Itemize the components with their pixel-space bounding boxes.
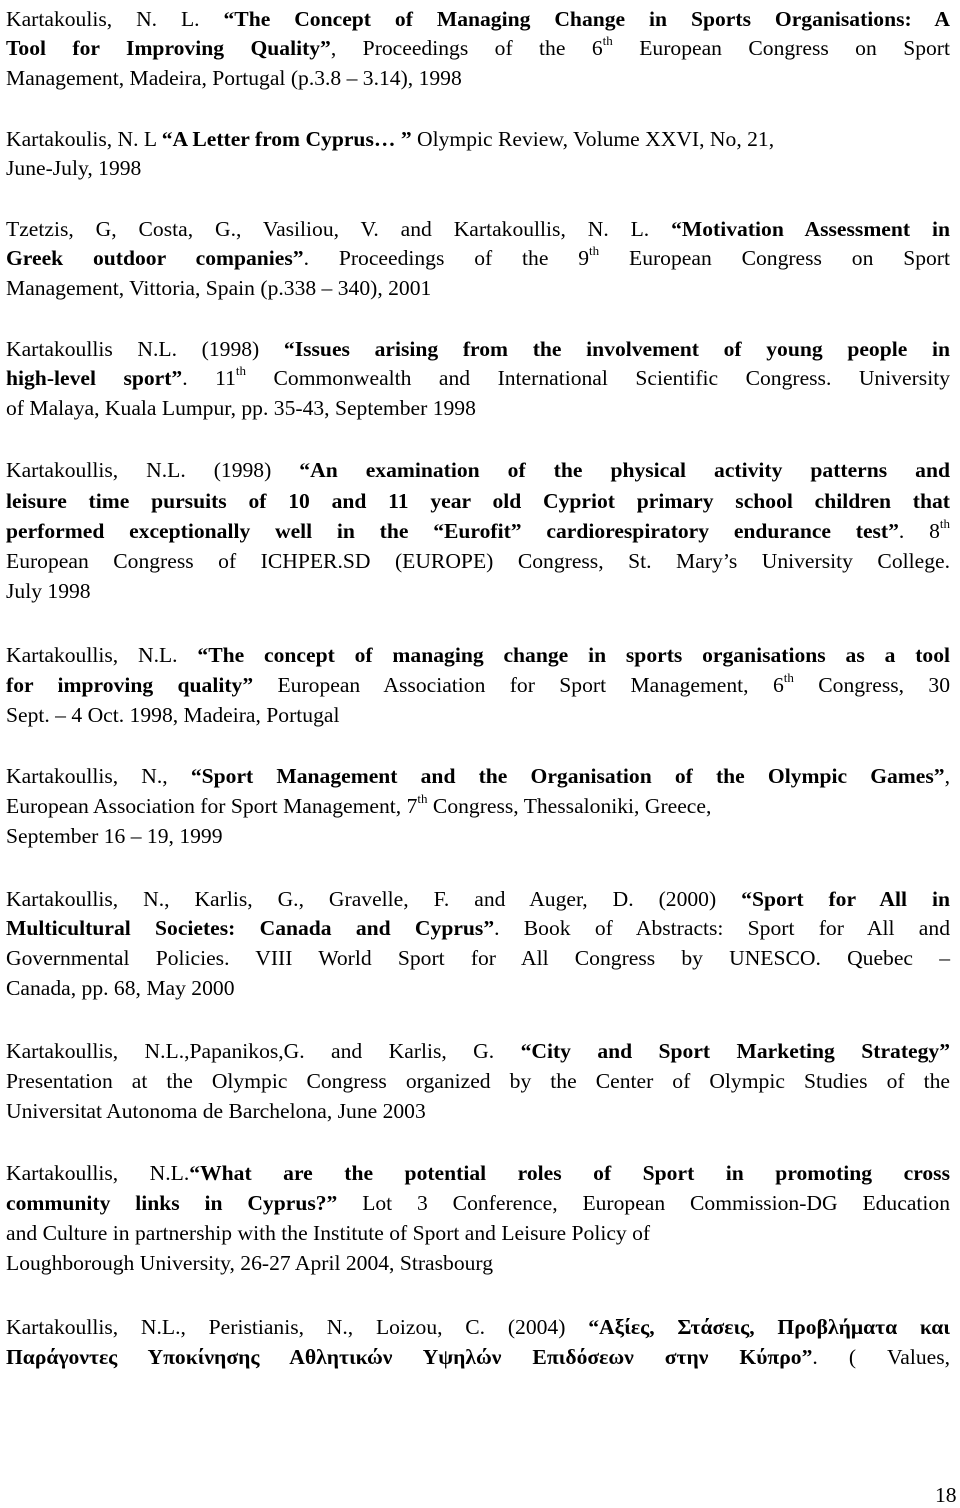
reference-text: . ( Values,: [812, 1345, 950, 1369]
reference-text: Governmental Policies. VIII World Sport for All Congress by UNESCO. Quebec –: [6, 946, 950, 970]
reference-text: Sept. – 4 Oct. 1998, Madeira, Portugal: [6, 703, 340, 727]
reference-line: [6, 640, 950, 670]
reference-title-text: Παράγοντες Υποκίνησης Αθλητικών Υψηλών Επιδόσεων στην Κύπρο”: [6, 1345, 813, 1369]
reference-text: Kartakoullis, N.L., Peristianis, N., Loizou, C. (2004): [6, 1315, 589, 1339]
reference-line: [6, 884, 950, 914]
reference-title-text: performed exceptionally well in the “Eurofit” cardiorespiratory endurance test”: [6, 519, 899, 543]
reference-line: [6, 700, 339, 730]
reference-text: Kartakoulis, N. L: [6, 127, 162, 151]
superscript-ordinal: th: [235, 363, 247, 378]
reference-line: [6, 670, 950, 700]
superscript-ordinal: th: [589, 243, 600, 258]
reference-text: Kartakoullis, N.L.: [6, 1161, 190, 1185]
reference-line: [6, 63, 462, 93]
reference-line: [6, 761, 950, 791]
reference-title-text: leisure time pursuits of 10 and 11 year old Cypriot primary school children that: [6, 489, 950, 513]
reference-title-text: “The concept of managing change in sports organisations as a tool: [197, 643, 950, 667]
reference-text: Kartakoulis, N. L.: [6, 7, 224, 31]
reference-line: [6, 1218, 650, 1248]
reference-line: [6, 943, 950, 973]
reference-text: Lot 3 Conference, European Commission-DG Education: [337, 1191, 950, 1215]
reference-line: [6, 214, 950, 244]
reference-line: [6, 1066, 950, 1096]
superscript-ordinal: th: [783, 670, 794, 685]
reference-text: . Proceedings of the 9: [303, 246, 590, 270]
reference-line: [6, 516, 950, 546]
reference-text: Canada, pp. 68, May 2000: [6, 976, 235, 1000]
reference-line: [6, 1158, 950, 1188]
reference-text: Olympic Review, Volume XXVI, No, 21,: [411, 127, 775, 151]
reference-line: [6, 791, 711, 821]
reference-title-text: “City and Sport Marketing Strategy”: [520, 1039, 950, 1063]
reference-text: European Association for Sport Management, 6: [253, 673, 784, 697]
reference-text: Management, Madeira, Portugal (p.3.8 – 3.14), 1998: [6, 66, 462, 90]
reference-line: [6, 273, 431, 303]
reference-text: and Culture in partnership with the Institute of Sport and Leisure Policy of: [6, 1221, 651, 1245]
reference-line: [6, 546, 950, 576]
reference-line: [6, 393, 476, 423]
superscript-ordinal: th: [417, 791, 428, 806]
reference-title-text: “What are the potential roles of Sport in promoting cross: [189, 1161, 950, 1185]
reference-title-text: community links in Cyprus?”: [6, 1191, 338, 1215]
reference-line: [6, 576, 91, 606]
reference-text: Tzetzis, G, Costa, G., Vasiliou, V. and Kartakoullis, N. L.: [6, 217, 672, 241]
reference-line: [6, 455, 950, 485]
reference-title-text: “Issues arising from the involvement of young people in: [283, 337, 950, 361]
reference-line: [6, 821, 223, 851]
reference-line: [6, 973, 235, 1003]
reference-text: Universitat Autonoma de Barchelona, June 2003: [6, 1099, 426, 1123]
superscript-ordinal: th: [939, 516, 950, 531]
reference-line: [6, 124, 774, 154]
reference-text: Management, Vittoria, Spain (p.338 – 340), 2001: [6, 276, 432, 300]
reference-title-text: “Sport for All in: [741, 887, 950, 911]
reference-text: Commonwealth and International Scientific Congress. University: [246, 366, 950, 390]
reference-text: Kartakoullis, N., Karlis, G., Gravelle, F. and Auger, D. (2000): [6, 887, 742, 911]
page-number: 18: [935, 1483, 957, 1507]
reference-line: [6, 153, 141, 183]
reference-line: [6, 363, 950, 393]
reference-text: Presentation at the Olympic Congress organized by the Center of Olympic Studies of the: [6, 1069, 950, 1093]
reference-text: Kartakoullis, N.L. (1998): [6, 458, 300, 482]
reference-line: [6, 1188, 950, 1218]
reference-line: [6, 33, 950, 63]
reference-text: September 16 – 19, 1999: [6, 824, 223, 848]
superscript-ordinal: th: [602, 33, 613, 48]
reference-text: Kartakoullis, N.L.: [6, 643, 198, 667]
reference-text: . Book of Abstracts: Sport for All and: [494, 916, 950, 940]
reference-text: of Malaya, Kuala Lumpur, pp. 35-43, September 1998: [6, 396, 476, 420]
reference-title-text: Greek outdoor companies”: [6, 246, 304, 270]
reference-title-text: “Motivation Assessment in: [671, 217, 950, 241]
reference-title-text: “The Concept of Managing Change in Sports Organisations: A: [223, 7, 951, 31]
reference-text: European Congress of ICHPER.SD (EUROPE) Congress, St. Mary’s University College.: [6, 549, 950, 573]
reference-title-text: “Sport Management and the Organisation of the Olympic Games”: [190, 764, 945, 788]
reference-text: European Association for Sport Management, 7: [6, 794, 418, 818]
reference-title-text: “An examination of the physical activity patterns and: [299, 458, 950, 482]
reference-text: ,: [944, 764, 950, 788]
reference-line: [6, 1036, 950, 1066]
reference-text: , Proceedings of the 6: [330, 36, 603, 60]
reference-text: Congress, Thessaloniki, Greece,: [427, 794, 712, 818]
reference-text: Congress, 30: [793, 673, 951, 697]
reference-text: . 11: [182, 366, 236, 390]
reference-text: Kartakoullis, N.L.,Papanikos,G. and Karlis, G.: [6, 1039, 521, 1063]
reference-line: [6, 4, 950, 34]
reference-line: [6, 334, 950, 364]
reference-text: Kartakoullis N.L. (1998): [6, 337, 284, 361]
reference-title-text: high-level sport”: [6, 366, 183, 390]
reference-text: European Congress on Sport: [599, 246, 950, 270]
reference-line: [6, 1248, 493, 1278]
reference-text: Kartakoullis, N.,: [6, 764, 191, 788]
reference-text: . 8: [898, 519, 940, 543]
reference-line: [6, 1312, 950, 1342]
reference-text: June-July, 1998: [6, 156, 142, 180]
reference-title-text: “Αξίες, Στάσεις, Προβλήματα και: [588, 1315, 951, 1339]
reference-title-text: Tool for Improving Quality”: [6, 36, 331, 60]
reference-line: [6, 486, 950, 516]
reference-line: [6, 1342, 950, 1372]
reference-title-text: for improving quality”: [6, 673, 254, 697]
reference-line: [6, 243, 950, 273]
reference-text: July 1998: [6, 579, 91, 603]
reference-line: [6, 1096, 426, 1126]
reference-text: Loughborough University, 26-27 April 2004, Strasbourg: [6, 1251, 494, 1275]
reference-text: European Congress on Sport: [612, 36, 950, 60]
reference-line: [6, 913, 950, 943]
reference-title-text: “A Letter from Cyprus… ”: [161, 127, 412, 151]
reference-title-text: Multicultural Societes: Canada and Cyprus”: [6, 916, 495, 940]
